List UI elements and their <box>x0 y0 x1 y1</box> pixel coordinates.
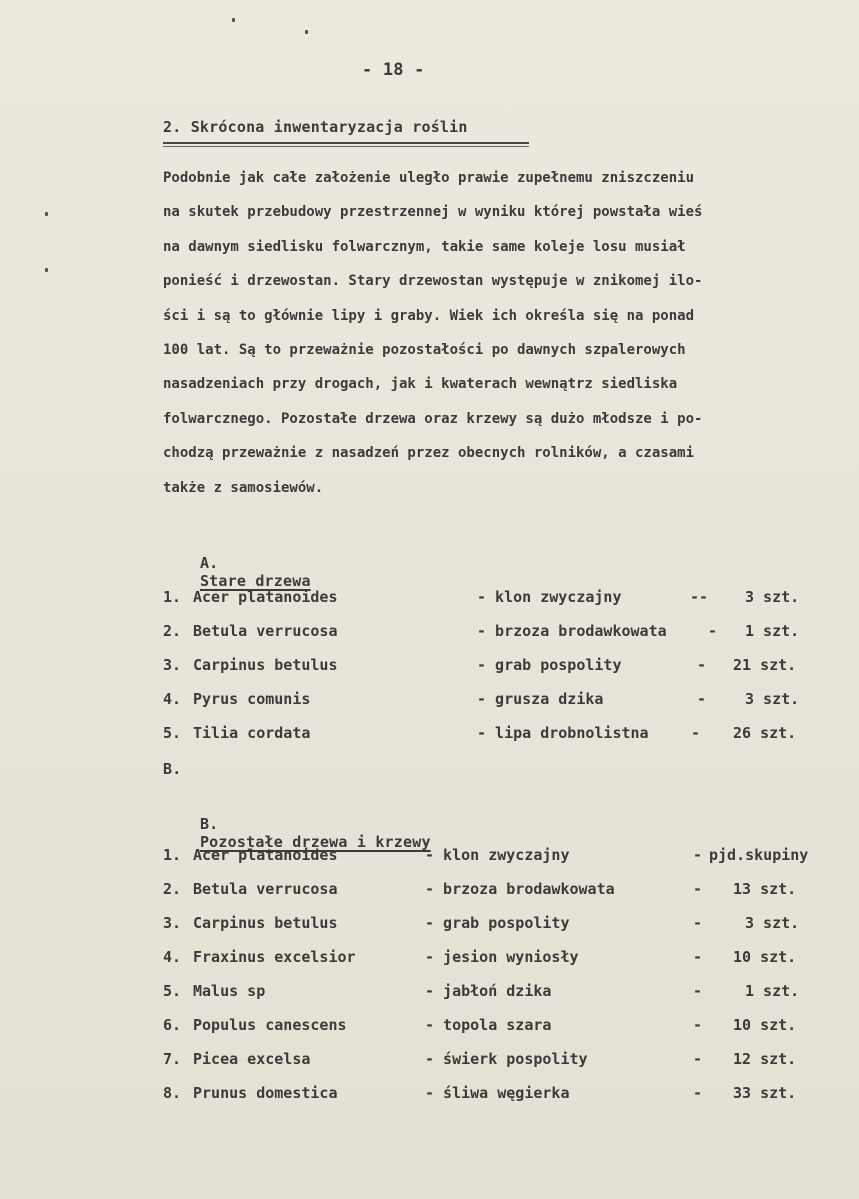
latin-name: Populus canescens <box>193 1016 347 1034</box>
dash: - <box>697 656 707 674</box>
count: 1 szt. <box>745 622 800 640</box>
paragraph-line: Podobnie jak całe założenie uległo prawie zupełnemu zniszczeniu <box>163 170 695 186</box>
row-number: 3. <box>163 914 182 932</box>
table-row <box>163 982 843 1006</box>
table-row <box>163 1050 843 1074</box>
paragraph-line: na dawnym siedlisku folwarcznym, takie same koleje losu musiał <box>163 238 686 255</box>
dash: - <box>693 846 703 864</box>
row-number: 2. <box>163 880 182 898</box>
page-number: - 18 - <box>362 60 425 80</box>
table-row <box>163 656 843 680</box>
latin-name: Acer platanoides <box>193 846 338 864</box>
latin-name: Carpinus betulus <box>193 656 338 674</box>
count: 3 szt. <box>745 690 800 708</box>
ink-speck <box>305 30 308 34</box>
row-number: 2. <box>163 622 182 640</box>
row-number: 8. <box>163 1084 182 1102</box>
section-b-label: Pozostałe drzewa i krzewy <box>199 833 431 851</box>
ink-speck <box>45 268 48 272</box>
section-a-label: Stare drzewa <box>199 572 311 590</box>
polish-name: - jesion wyniosły <box>425 948 579 966</box>
latin-name: Acer platanoides <box>193 588 338 606</box>
count: pjd.skupiny <box>709 846 809 864</box>
stray-mark: B. <box>163 760 182 778</box>
table-row <box>163 1016 843 1040</box>
count: 12 szt. <box>733 1050 797 1068</box>
polish-name: - grab pospolity <box>477 656 622 674</box>
dash: - <box>693 914 703 932</box>
latin-name: Carpinus betulus <box>193 914 338 932</box>
polish-name: - topola szara <box>425 1016 552 1034</box>
row-number: 4. <box>163 948 182 966</box>
intro-paragraph <box>163 170 843 514</box>
row-number: 5. <box>163 724 182 742</box>
dash: - <box>693 1084 703 1102</box>
count: 13 szt. <box>733 880 797 898</box>
row-number: 7. <box>163 1050 182 1068</box>
table-row <box>163 948 843 972</box>
dash: - <box>693 1016 703 1034</box>
ink-speck <box>45 212 48 216</box>
latin-name: Tilia cordata <box>193 724 311 742</box>
dash: - <box>693 982 703 1000</box>
count: 3 szt. <box>745 588 800 606</box>
table-row <box>163 690 843 714</box>
row-number: 6. <box>163 1016 182 1034</box>
latin-name: Betula verrucosa <box>193 880 338 898</box>
latin-name: Picea excelsa <box>193 1050 311 1068</box>
polish-name: - lipa drobnolistna <box>477 724 649 742</box>
paragraph-line: nasadzeniach przy drogach, jak i kwaterach wewnątrz siedliska <box>163 376 678 393</box>
table-row <box>163 588 843 612</box>
row-number: 3. <box>163 656 182 674</box>
table-row <box>163 846 843 870</box>
latin-name: Prunus domestica <box>193 1084 338 1102</box>
count: 10 szt. <box>733 948 797 966</box>
polish-name: - grab pospolity <box>425 914 570 932</box>
section-b-prefix: B. <box>199 815 219 833</box>
paragraph-line: chodzą przeważnie z nasadzeń przez obecnych rolników, a czasami <box>163 445 695 462</box>
count: 10 szt. <box>733 1016 797 1034</box>
polish-name: - klon zwyczajny <box>425 846 570 864</box>
section-heading: 2. Skrócona inwentaryzacja roślin <box>163 118 468 136</box>
dash: - <box>708 622 718 640</box>
heading-underline <box>163 142 529 144</box>
polish-name: - świerk pospolity <box>425 1050 588 1068</box>
paragraph-line: 100 lat. Są to przeważnie pozostałości po dawnych szpalerowych <box>163 341 686 358</box>
ink-speck <box>232 18 235 22</box>
latin-name: Betula verrucosa <box>193 622 338 640</box>
row-number: 5. <box>163 982 182 1000</box>
count: 26 szt. <box>733 724 797 742</box>
table-row <box>163 880 843 904</box>
paragraph-line: folwarcznego. Pozostałe drzewa oraz krzewy są dużo młodsze i po- <box>163 410 703 427</box>
table-row <box>163 622 843 646</box>
row-number: 1. <box>163 588 182 606</box>
table-row <box>163 724 843 748</box>
heading-underline <box>163 146 529 147</box>
paragraph-line: na skutek przebudowy przestrzennej w wyniku której powstała wieś <box>163 204 703 221</box>
dash: - <box>693 880 703 898</box>
count: 33 szt. <box>733 1084 797 1102</box>
dash: -- <box>690 588 709 606</box>
table-row <box>163 914 843 938</box>
polish-name: - brzoza brodawkowata <box>425 880 615 898</box>
latin-name: Fraxinus excelsior <box>193 948 356 966</box>
polish-name: - jabłoń dzika <box>425 982 552 1000</box>
dash: - <box>691 724 701 742</box>
row-number: 1. <box>163 846 182 864</box>
count: 3 szt. <box>745 914 800 932</box>
latin-name: Pyrus comunis <box>193 690 311 708</box>
dash: - <box>693 1050 703 1068</box>
paragraph-line: także z samosiewów. <box>163 479 324 496</box>
dash: - <box>693 948 703 966</box>
polish-name: - brzoza brodawkowata <box>477 622 667 640</box>
row-number: 4. <box>163 690 182 708</box>
table-row <box>163 1084 843 1108</box>
latin-name: Malus sp <box>193 982 266 1000</box>
dash: - <box>697 690 707 708</box>
section-a-prefix: A. <box>199 554 219 572</box>
polish-name: - grusza dzika <box>477 690 604 708</box>
paragraph-line: ponieść i drzewostan. Stary drzewostan występuje w znikomej ilo- <box>163 273 703 290</box>
polish-name: - śliwa węgierka <box>425 1084 570 1102</box>
count: 21 szt. <box>733 656 797 674</box>
paragraph-line: ści i są to głównie lipy i graby. Wiek ich określa się na ponad <box>163 307 695 324</box>
polish-name: - klon zwyczajny <box>477 588 622 606</box>
count: 1 szt. <box>745 982 800 1000</box>
